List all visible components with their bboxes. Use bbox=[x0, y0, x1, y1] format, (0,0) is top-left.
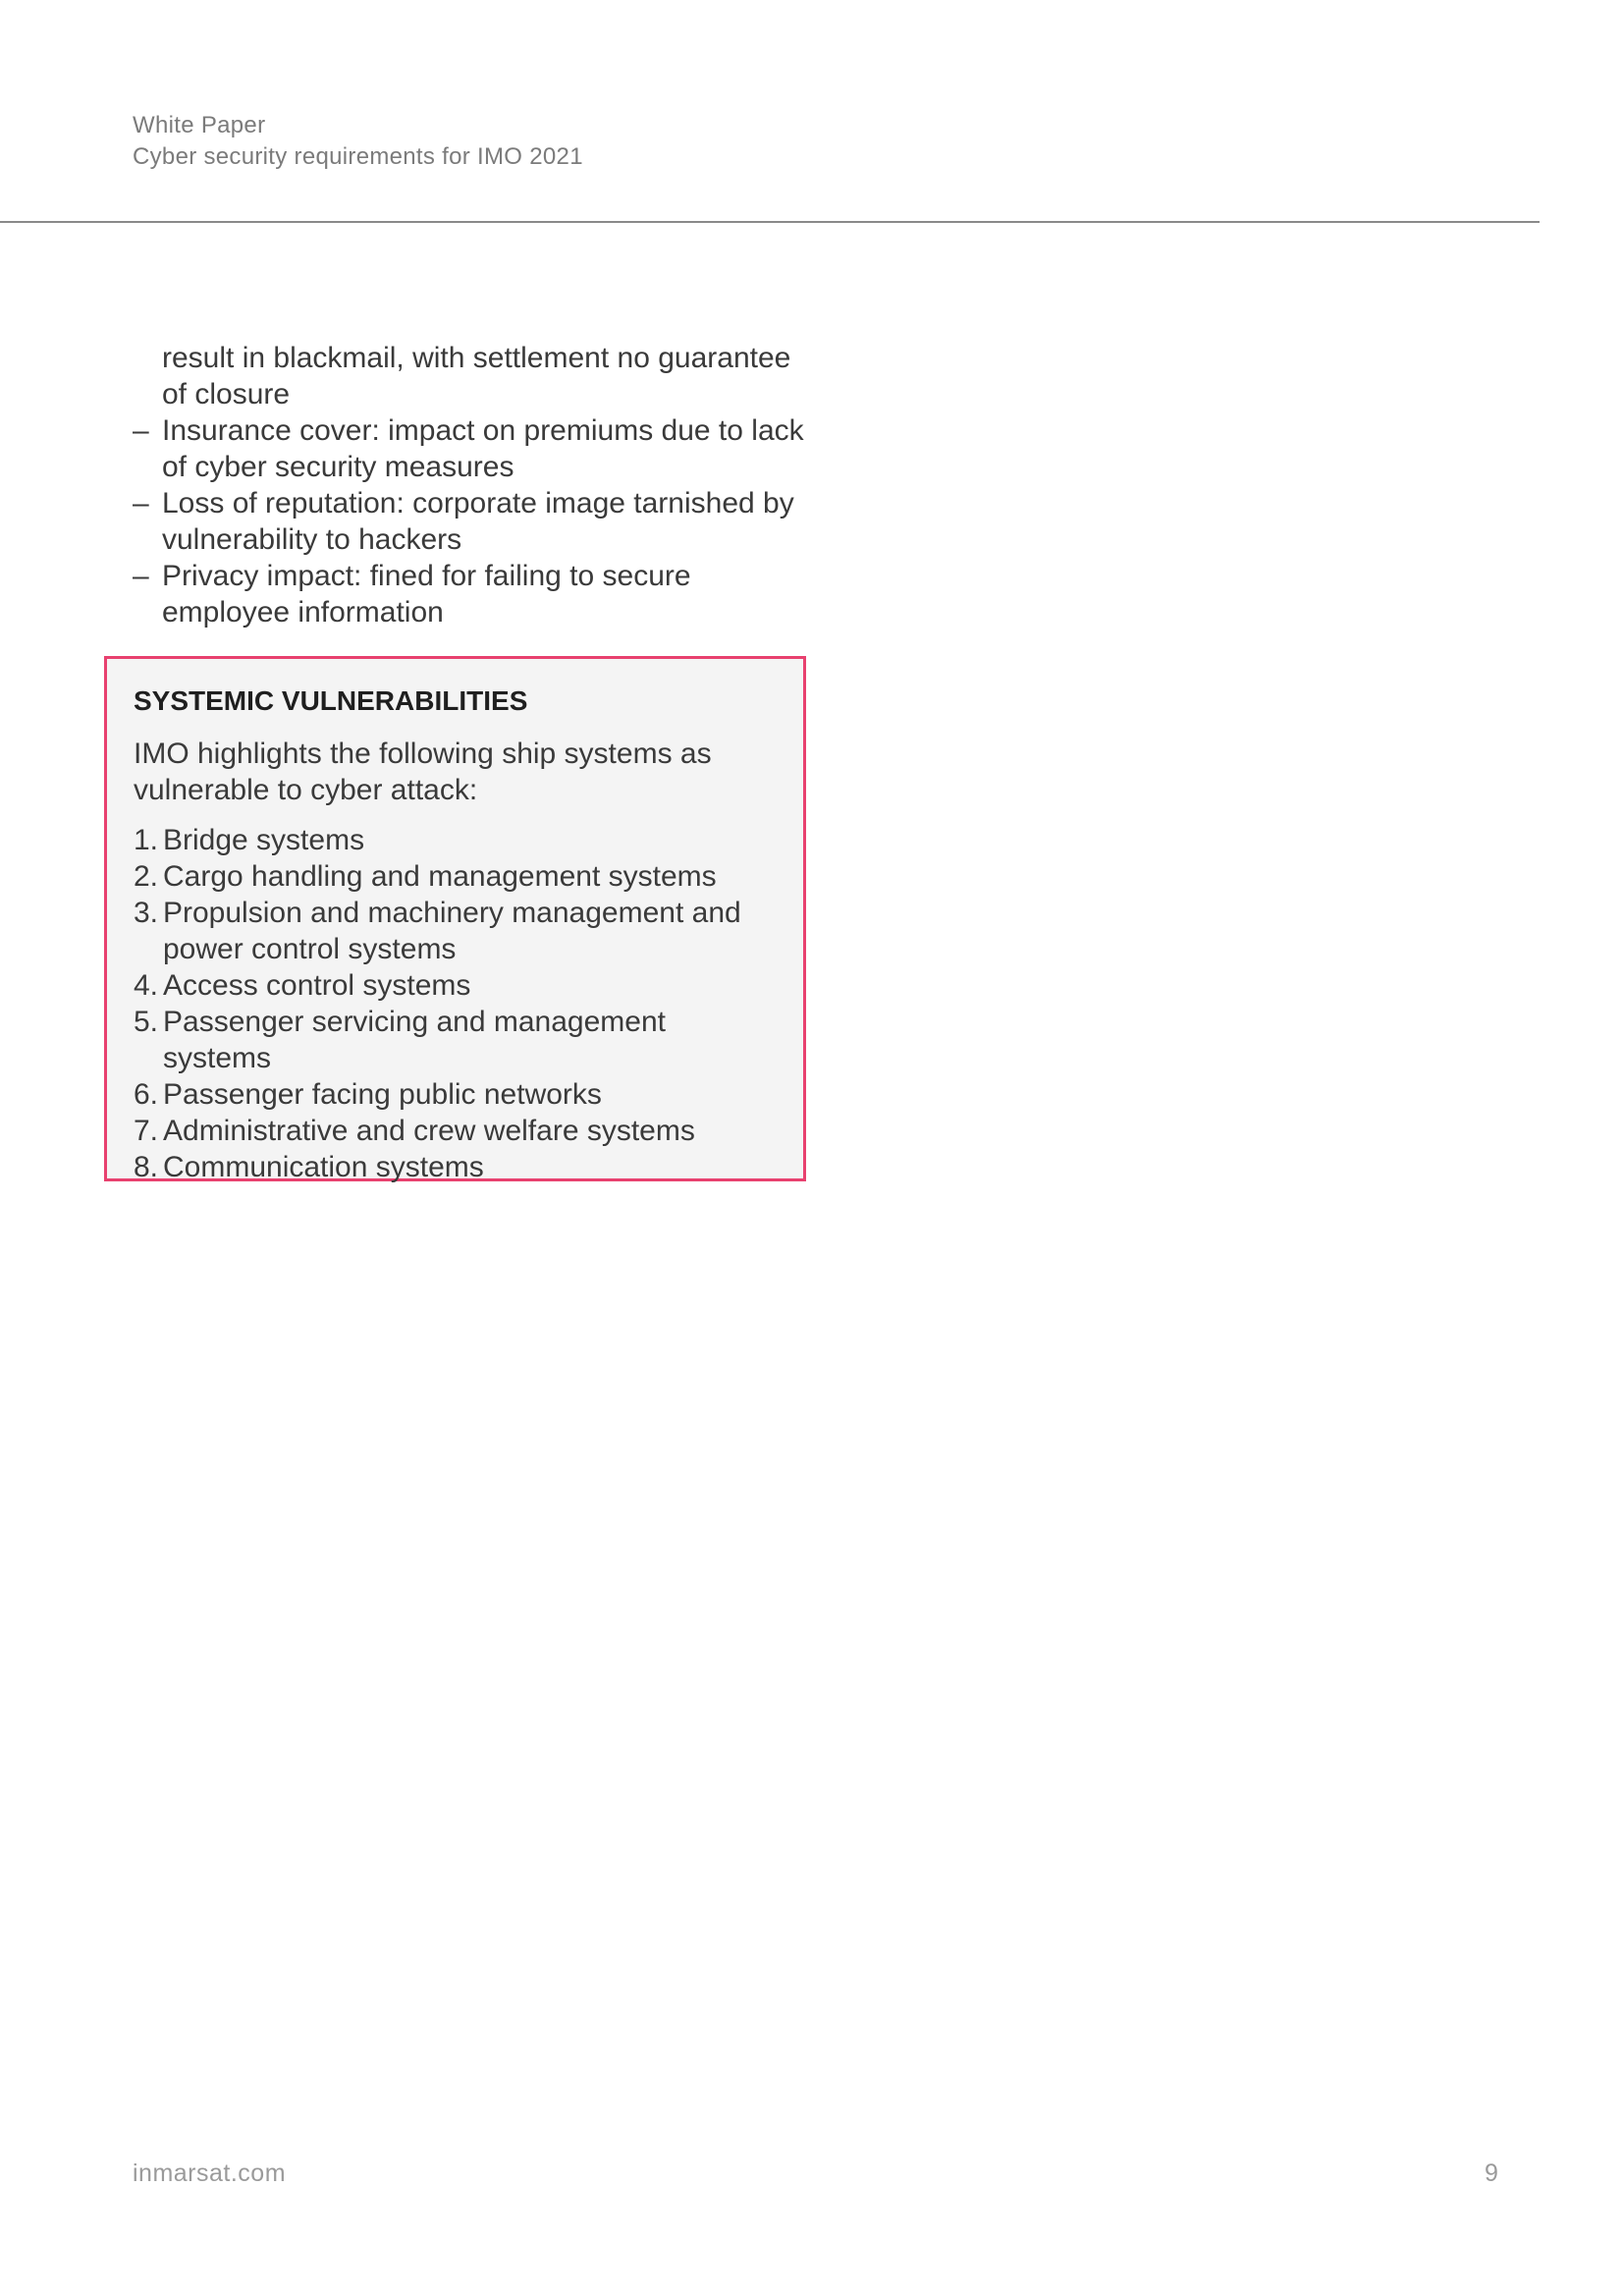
item-text: Access control systems bbox=[163, 969, 471, 1002]
vulnerable-systems-list bbox=[134, 822, 780, 1185]
bullet-text: Loss of reputation: corporate image tarnished by vulnerability to hackers bbox=[162, 487, 794, 556]
list-item bbox=[134, 895, 780, 967]
list-item bbox=[134, 1113, 780, 1149]
list-item bbox=[134, 967, 780, 1004]
item-number: 3. bbox=[134, 897, 159, 929]
header-doc-title: Cyber security requirements for IMO 2021 bbox=[133, 143, 583, 170]
item-number: 2. bbox=[134, 860, 159, 893]
list-item bbox=[134, 822, 780, 858]
bullet-dash: – bbox=[133, 414, 149, 447]
item-text: Bridge systems bbox=[163, 824, 365, 856]
item-number: 7. bbox=[134, 1115, 159, 1147]
item-text: Propulsion and machinery management and power control systems bbox=[163, 897, 741, 965]
bullet-text: Privacy impact: fined for failing to secure employee information bbox=[162, 560, 691, 629]
list-item bbox=[134, 1076, 780, 1113]
item-number: 6. bbox=[134, 1078, 159, 1111]
callout-title: SYSTEMIC VULNERABILITIES bbox=[134, 685, 528, 716]
item-text: Communication systems bbox=[163, 1151, 484, 1183]
item-number: 8. bbox=[134, 1151, 159, 1183]
list-item bbox=[134, 858, 780, 895]
systemic-vulnerabilities-callout bbox=[104, 656, 806, 1181]
header-divider bbox=[0, 221, 1540, 223]
item-text: Passenger facing public networks bbox=[163, 1078, 602, 1111]
bullet-dash: – bbox=[133, 560, 149, 592]
risk-bullet-list bbox=[133, 412, 820, 630]
footer-website: inmarsat.com bbox=[133, 2159, 287, 2187]
page-number: 9 bbox=[1485, 2159, 1498, 2187]
item-text: Passenger servicing and management systems bbox=[163, 1006, 666, 1074]
running-header bbox=[133, 110, 583, 173]
list-item bbox=[133, 412, 820, 485]
list-item bbox=[134, 1004, 780, 1076]
item-text: Administrative and crew welfare systems bbox=[163, 1115, 695, 1147]
callout-intro: IMO highlights the following ship systems as vulnerable to cyber attack: bbox=[134, 738, 712, 806]
bullet-dash: – bbox=[133, 487, 149, 519]
list-item bbox=[133, 558, 820, 630]
item-text: Cargo handling and management systems bbox=[163, 860, 717, 893]
continued-bullet-text: result in blackmail, with settlement no guarantee of closure bbox=[162, 342, 791, 410]
item-number: 4. bbox=[134, 969, 159, 1002]
main-text-column bbox=[133, 340, 820, 630]
list-item bbox=[133, 485, 820, 558]
list-item bbox=[134, 1149, 780, 1185]
item-number: 1. bbox=[134, 824, 159, 856]
header-doc-type: White Paper bbox=[133, 112, 266, 138]
item-number: 5. bbox=[134, 1006, 159, 1038]
bullet-text: Insurance cover: impact on premiums due to lack of cyber security measures bbox=[162, 414, 804, 483]
